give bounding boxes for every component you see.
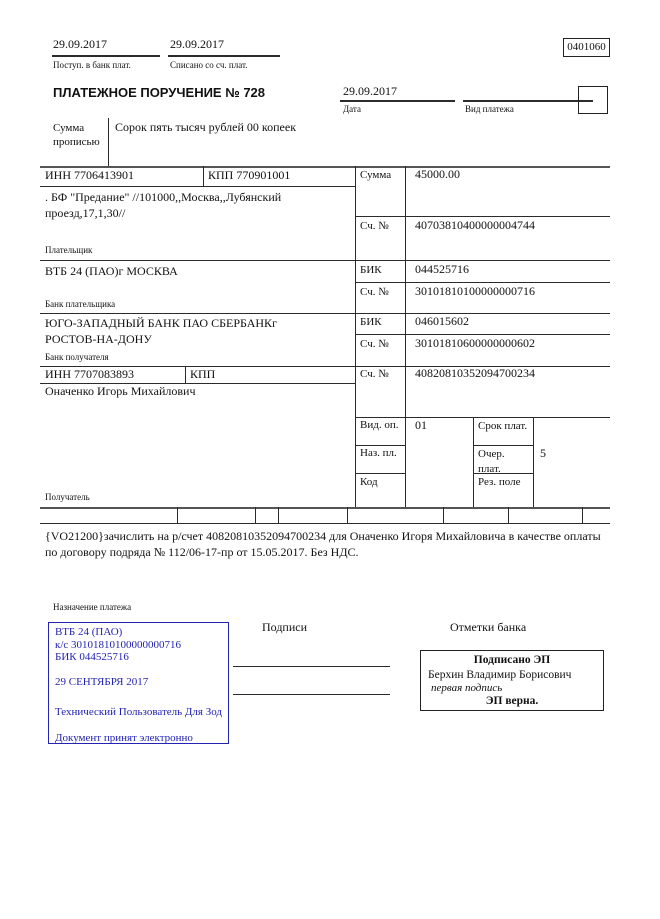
payment-priority-label: Очер. плат. [478,448,505,475]
table-line [355,334,610,335]
bank-stamp-date: 29 СЕНТЯБРЯ 2017 [55,676,149,688]
payment-kind-label: Вид платежа [465,104,514,114]
document-date: 29.09.2017 [343,84,397,98]
amount-value: 45000.00 [415,167,460,181]
signatures-title: Подписи [262,620,308,634]
payer-inn: ИНН 7706413901 [45,168,134,182]
payer-section-label: Плательщик [45,245,93,255]
signature-line-1 [233,666,390,667]
payer-kpp: КПП 770901001 [208,168,291,182]
amount-words-label-2: прописью [53,136,100,148]
payer-bank-bik-value: 044525716 [415,262,469,276]
beneficiary-section-label: Получатель [45,492,90,502]
table-line [255,507,256,523]
received-in-bank-date: 29.09.2017 [53,37,107,51]
payment-purpose-text: {VO21200}зачислить на р/счет 40820810352094700234 для Оначенко Игоря Михайловича в качестве оплаты по договору подряда № 112/06-17-пр от 15.05.2017. Без НДС. [45,529,601,559]
bank-stamp-bank-name: ВТБ 24 (ПАО) [55,626,123,638]
code-label: Код [360,476,378,488]
payment-purpose-code-label: Наз. пл. [360,447,397,459]
payer-name: . БФ "Предание" //101000,,Москва,,Лубянский проезд,17,1,30// [45,190,282,220]
operation-type-label: Вид. оп. [360,419,399,431]
received-date-underline [52,55,160,57]
payer-bank-account-label: Сч. № [360,286,389,298]
payment-term-label: Срок плат. [478,420,528,432]
received-in-bank-label: Поступ. в банк плат. [53,60,131,70]
beneficiary-account-value: 40820810352094700234 [415,366,535,380]
table-line [355,473,405,474]
beneficiary-inn: ИНН 7707083893 [45,367,134,381]
table-line [185,366,186,383]
written-off-date: 29.09.2017 [170,37,224,51]
amount-label: Сумма [360,169,392,181]
written-off-label: Списано со сч. плат. [170,60,248,70]
beneficiary-bank-name: ЮГО-ЗАПАДНЫЙ БАНК ПАО СБЕРБАНКг РОСТОВ-НА-ДОНУ [45,316,277,346]
table-line [355,166,356,507]
table-line [355,445,405,446]
table-line [405,166,406,507]
table-line [355,282,610,283]
table-line [40,523,610,524]
payer-account-value: 40703810400000004744 [415,218,535,232]
date-label: Дата [343,104,361,114]
amount-words-label-1: Сумма [53,122,85,134]
amount-in-words-value: Сорок пять тысяч рублей 00 копеек [115,120,297,134]
payer-bank-section-label: Банк плательщика [45,299,116,309]
table-line [40,507,610,509]
table-line [278,507,279,523]
bank-stamp-user: Технический Пользователь Для Зод [55,706,223,718]
bank-marks-title: Отметки банка [450,620,527,634]
payment-kind-underline [463,100,593,102]
table-line [40,186,355,187]
reserve-field-label: Рез. поле [478,476,521,488]
signature-line-2 [233,694,390,695]
document-date-underline [340,100,455,102]
beneficiary-name: Оначенко Игорь Михайлович [45,384,196,398]
beneficiary-bank-account-label: Сч. № [360,338,389,350]
bank-stamp-corr-account: к/с 30101810100000000716 [55,639,182,651]
payer-bank-account-value: 30101810100000000716 [415,284,535,298]
table-line [203,166,204,186]
beneficiary-bank-section-label: Банк получателя [45,352,109,362]
beneficiary-bank-account-value: 30101810600000000602 [415,336,535,350]
beneficiary-bank-bik-value: 046015602 [415,314,469,328]
table-line [473,417,474,507]
table-line [40,313,610,314]
e-signature-kind: первая подпись [431,682,503,694]
form-code-box [563,38,610,57]
bank-stamp-accepted: Документ принят электронно [55,732,193,744]
e-signature-validity: ЭП верна. [485,695,539,707]
document-title: ПЛАТЕЖНОЕ ПОРУЧЕНИЕ № 728 [53,85,266,100]
table-line [508,507,509,523]
table-line [443,507,444,523]
table-line [355,216,610,217]
payer-bank-bik-label: БИК [360,264,382,276]
e-signature-stamp [420,650,604,711]
table-line [40,260,610,261]
table-line [533,417,534,507]
table-line [582,507,583,523]
payer-bank-name: ВТБ 24 (ПАО)г МОСКВА [45,264,178,278]
table-line [347,507,348,523]
form-code: 0401060 [567,41,606,53]
payment-purpose-label: Назначение платежа [53,602,132,612]
beneficiary-account-label: Сч. № [360,368,389,380]
bank-stamp [48,622,229,744]
e-signature-signer: Берхин Владимир Борисович [428,669,572,681]
operation-type-value: 01 [415,418,427,432]
table-line [355,417,610,418]
payer-account-label: Сч. № [360,220,389,232]
table-line [473,445,533,446]
beneficiary-bank-bik-label: БИК [360,316,382,328]
amount-words-divider [108,118,109,166]
written-off-date-underline [168,55,280,57]
bank-stamp-bik: БИК 044525716 [55,651,129,663]
table-line [177,507,178,523]
status-box-empty [578,86,608,114]
e-signature-title: Подписано ЭП [473,654,551,666]
payment-priority-value: 5 [540,446,546,460]
beneficiary-kpp-label: КПП [190,367,216,381]
